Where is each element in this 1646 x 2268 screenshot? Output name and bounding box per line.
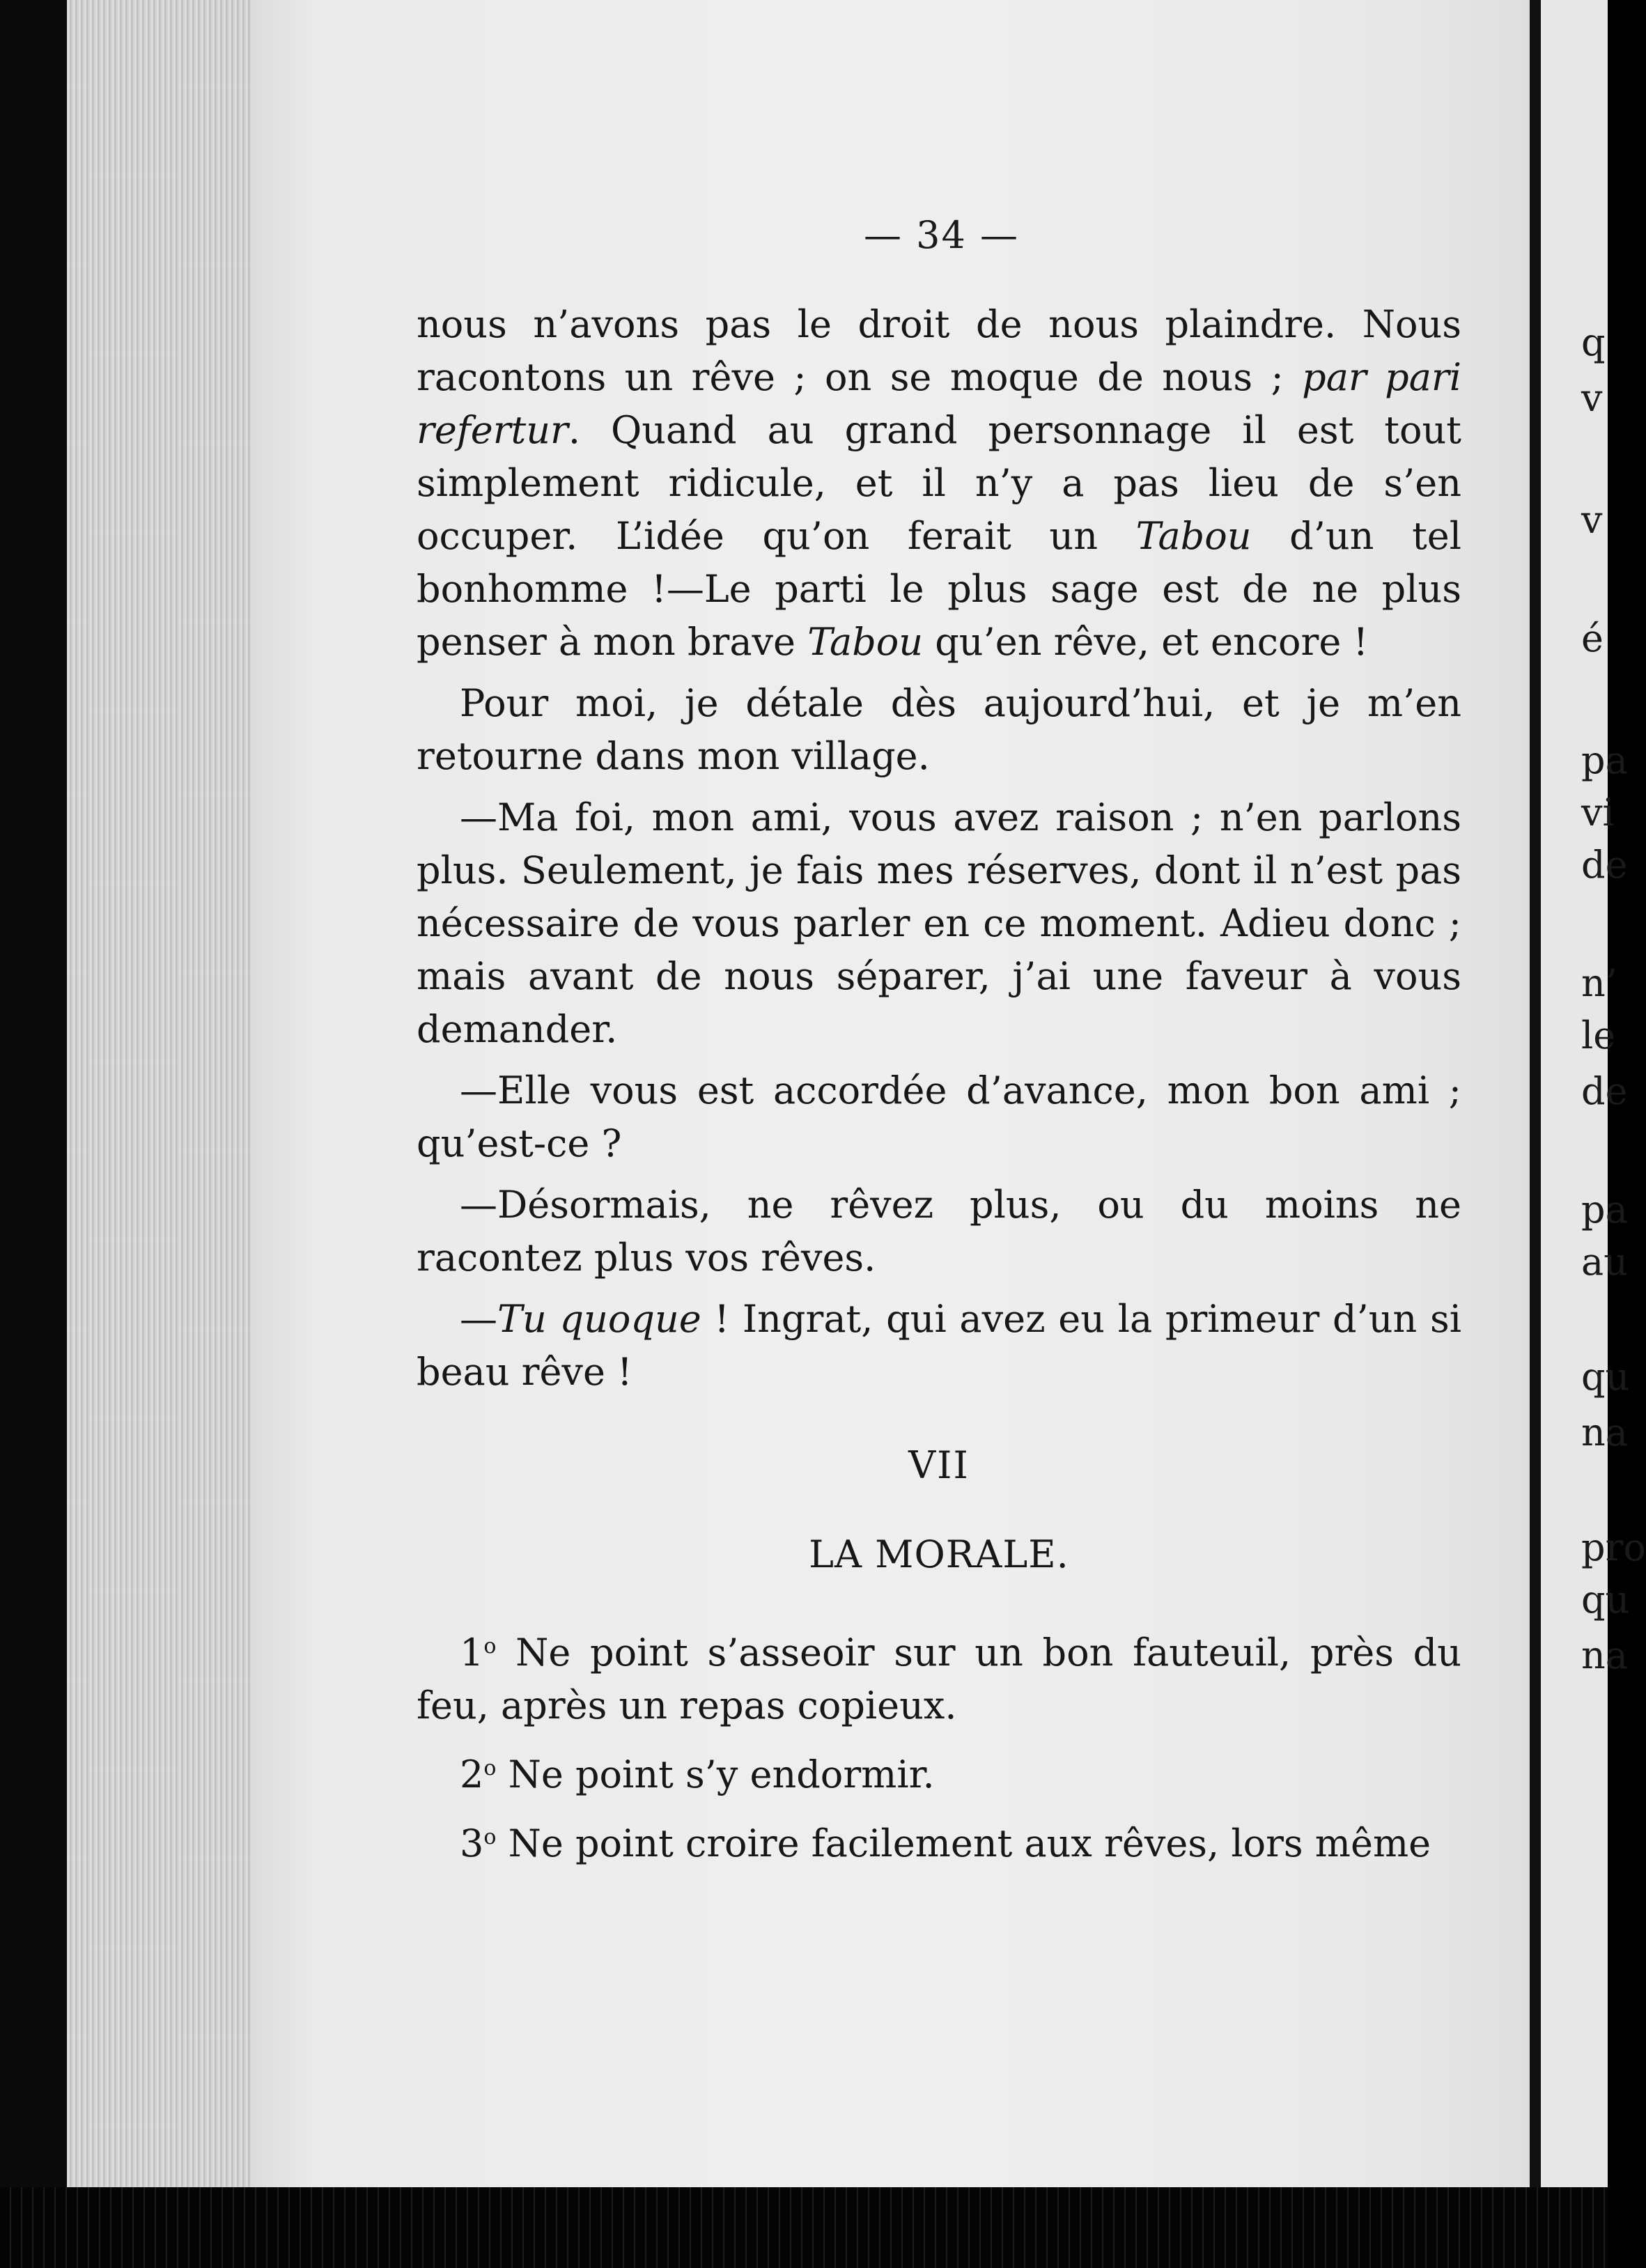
item-number: 2	[460, 1753, 484, 1796]
ordinal-mark: o	[483, 1634, 497, 1659]
ordinal-mark: o	[483, 1756, 497, 1780]
text-run: . Quand au grand personnage il est tout simplement ridicule, et il n’y a pas lieu de s’en occuper. L’idée qu’on ferait un	[417, 408, 1461, 558]
facing-page-fragment: au	[1581, 1240, 1628, 1284]
scanner-bed-edge	[0, 2187, 1608, 2268]
facing-page-fragment: qu	[1581, 1355, 1630, 1399]
facing-page-fragment: vi	[1581, 791, 1615, 834]
facing-page-fragment: q	[1581, 320, 1606, 364]
facing-page-fragment: v	[1581, 376, 1603, 420]
text-run: —	[460, 1297, 497, 1341]
moral-item	[417, 1742, 1461, 1801]
paragraph: Pour moi, je détale dès aujourd’hui, et je m’en retourne dans mon village.	[417, 681, 1461, 778]
section-title: LA MORALE.	[809, 1532, 1069, 1576]
item-text: Ne point s’y endormir.	[508, 1753, 935, 1796]
stacked-page-edges	[67, 0, 255, 2187]
item-number: 3	[460, 1822, 484, 1865]
ordinal-mark: o	[483, 1825, 497, 1849]
italic-word-tabou: Tabou	[1135, 514, 1252, 558]
item-text: Ne point croire facilement aux rêves, lors même	[508, 1822, 1431, 1865]
facing-page-fragment: pa	[1581, 738, 1628, 782]
text-run: ! Ingrat, qui avez eu la primeur d’un si beau rêve !	[417, 1297, 1462, 1394]
facing-page-fragment: de	[1581, 1069, 1628, 1113]
italic-latin-phrase: Tu quoque	[497, 1297, 701, 1341]
dialogue-paragraph: —Ma foi, mon ami, vous avez raison ; n’en parlons plus. Seulement, je fais mes réserves, dont il n’est pas nécessaire de vous parler en ce moment. Adieu donc ; mais avant de nous séparer, j’ai une faveur à vous demander.	[417, 795, 1461, 1051]
item-number: 1	[460, 1631, 484, 1675]
facing-page-fragment: pro	[1581, 1525, 1646, 1569]
text-run: d’un tel bonhomme !—Le parti le plus sage est de ne plus penser à mon brave	[417, 514, 1461, 664]
facing-page-fragment: v	[1581, 498, 1603, 542]
facing-page-fragment: pa	[1581, 1188, 1628, 1232]
facing-page-fragment: na	[1581, 1633, 1628, 1677]
moral-item	[417, 1811, 1461, 1870]
dialogue-paragraph: —Elle vous est accordée d’avance, mon bon ami ; qu’est-ce ?	[417, 1069, 1461, 1165]
dialogue-paragraph: —Désormais, ne rêvez plus, ou du moins ne racontez plus vos rêves.	[417, 1183, 1461, 1280]
facing-page-fragment: qu	[1581, 1578, 1630, 1622]
page-gutter	[1530, 0, 1541, 2187]
facing-page-fragment: é	[1581, 616, 1604, 660]
italic-word-tabou: Tabou	[807, 620, 924, 664]
italic-latin-phrase: par pari refertur	[417, 355, 1461, 452]
text-run: nous n’avons pas le droit de nous plaindre. Nous racontons un rêve ; on se moque de nous ;	[417, 302, 1461, 399]
text-run: qu’en rêve, et encore !	[923, 620, 1369, 664]
item-text: Ne point s’asseoir sur un bon fauteuil, près du feu, après un repas copieux.	[417, 1631, 1461, 1727]
facing-page-fragment: de	[1581, 843, 1628, 887]
moral-list	[417, 1620, 1461, 1870]
page-body	[417, 298, 1461, 1880]
section-number: VII	[908, 1443, 970, 1487]
facing-page-fragment: n’	[1581, 961, 1617, 1005]
paragraph	[417, 298, 1461, 669]
facing-page-fragment: le	[1581, 1013, 1616, 1057]
facing-page-fragment: na	[1581, 1411, 1628, 1454]
moral-item	[417, 1620, 1461, 1732]
dialogue-paragraph	[417, 1293, 1461, 1399]
page-number: — 34 —	[864, 213, 1020, 257]
